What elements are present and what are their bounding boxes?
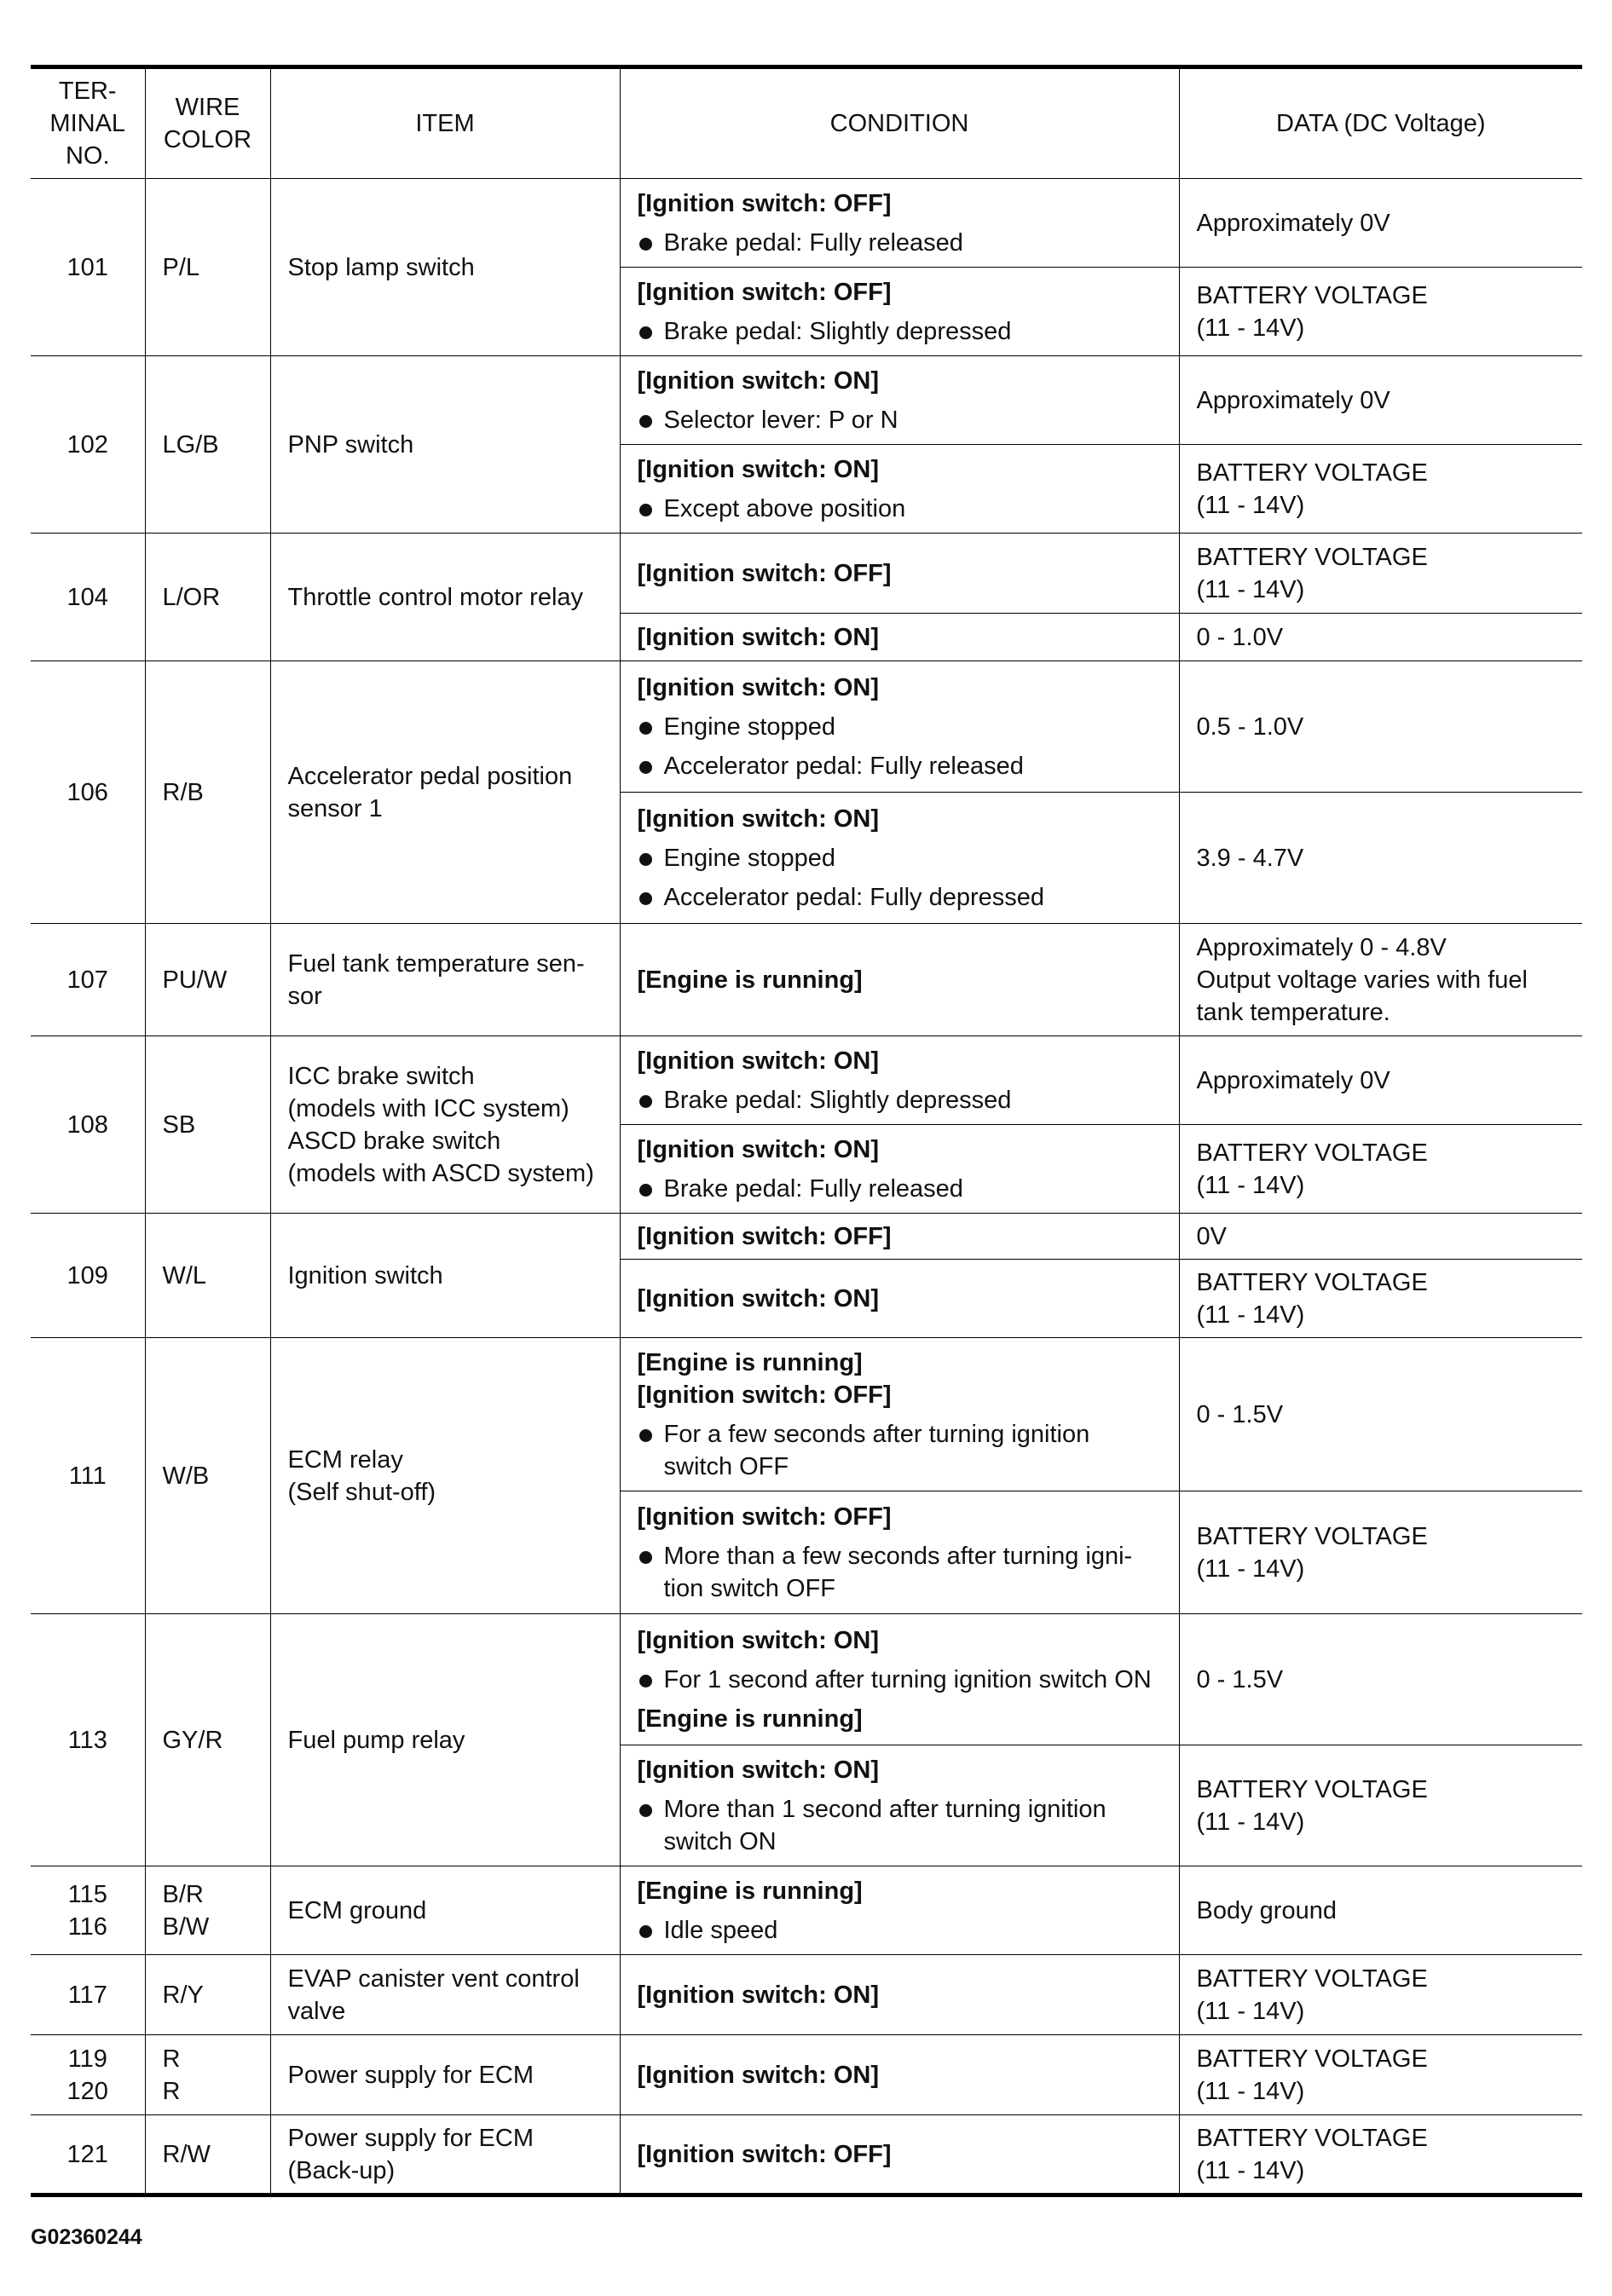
wire-color-cell [145,661,270,924]
item-name: Fuel pump relay [287,1726,465,1754]
table-row [31,534,1582,614]
table-row [31,179,1582,268]
data-voltage-cell [1179,2115,1582,2195]
condition-header: [Ignition switch: ON] [637,1284,880,1312]
condition-bullet-text: Accelerator pedal: Fully released [663,752,1024,780]
condition-bullet-text: Engine stopped [663,712,836,741]
wire-color-cell [145,1036,270,1214]
condition-cell [620,1338,1179,1491]
wire-color-cell [145,1338,270,1614]
wire-color: P/L [162,253,200,281]
wire-color: R R [162,2045,181,2105]
terminal-number: 102 [66,430,108,459]
terminal-number-cell [31,356,145,534]
item-name: Accelerator pedal position sensor 1 [287,762,573,822]
condition-bullet-text: More than 1 second after turning ignition switch ON [663,1795,1106,1855]
condition-header: [Ignition switch: ON] [637,805,880,833]
table-row [31,1866,1582,1955]
condition-cell [620,1260,1179,1338]
bullet-dot-icon [639,1675,652,1687]
terminal-number-cell [31,661,145,924]
bullet-dot-icon [639,722,652,735]
condition-header: [Ignition switch: ON] [637,623,880,651]
terminal-number-cell [31,2115,145,2195]
condition-bullet-text: Brake pedal: Slightly depressed [663,1086,1012,1114]
terminal-number-cell [31,1036,145,1214]
terminal-number: 107 [66,966,108,994]
table-header-row [31,67,1582,179]
terminal-number-cell [31,1338,145,1614]
data-voltage: BATTERY VOLTAGE (11 - 14V) [1196,1139,1428,1199]
data-voltage-cell [1179,1214,1582,1260]
condition-bullet-text: Brake pedal: Fully released [663,1174,963,1203]
item-name: ECM relay (Self shut-off) [287,1445,436,1506]
header-data: DATA (DC Voltage) [1179,67,1582,179]
data-voltage: 0 - 1.5V [1196,1665,1284,1693]
bullet-dot-icon [639,1429,652,1442]
condition-cell [620,534,1179,614]
condition-bullet [638,1173,1167,1205]
condition-header: [Ignition switch: OFF] [637,1381,892,1409]
condition-bullet [638,1084,1167,1116]
condition-bullet [638,750,1167,782]
condition-bullet [638,404,1167,436]
item-cell [270,1036,620,1214]
condition-header: [Engine is running] [637,966,863,994]
terminal-number: 121 [66,2140,108,2168]
table-row [31,1338,1582,1491]
bullet-dot-icon [639,415,652,428]
data-voltage: BATTERY VOLTAGE (11 - 14V) [1196,543,1428,603]
data-voltage-cell [1179,924,1582,1036]
terminal-number: 106 [66,778,108,806]
data-voltage: BATTERY VOLTAGE (11 - 14V) [1196,2045,1428,2105]
terminal-number: 101 [66,253,108,281]
bullet-dot-icon [639,1551,652,1564]
item-name: ECM ground [287,1896,427,1924]
condition-bullet-text: More than a few seconds after turning igni- tion switch OFF [663,1542,1133,1602]
item-name: Power supply for ECM [287,2061,534,2089]
data-voltage-cell [1179,1125,1582,1214]
condition-bullet-text: For a few seconds after turning ignition switch OFF [663,1420,1090,1480]
terminal-number-cell [31,1214,145,1338]
bullet-dot-icon [639,326,652,339]
condition-cell [620,661,1179,793]
condition-header: [Ignition switch: OFF] [637,1222,892,1250]
table-row [31,1614,1582,1745]
data-voltage: 0 - 1.0V [1196,623,1284,651]
wire-color-cell [145,1866,270,1955]
condition-bullet [638,1540,1167,1605]
wire-color-cell [145,1614,270,1866]
condition-header: [Ignition switch: ON] [637,1981,880,2009]
item-cell [270,661,620,924]
table-row [31,661,1582,793]
item-cell [270,924,620,1036]
data-voltage: BATTERY VOLTAGE (11 - 14V) [1196,459,1428,519]
data-voltage-cell [1179,1260,1582,1338]
wire-color-cell [145,356,270,534]
data-voltage: BATTERY VOLTAGE (11 - 14V) [1196,1775,1428,1836]
item-name: Fuel tank temperature sen- sor [287,949,585,1010]
condition-cell [620,1614,1179,1745]
bullet-dot-icon [639,892,652,905]
bullet-dot-icon [639,504,652,516]
condition-bullet-text: For 1 second after turning ignition switch ON [663,1665,1152,1693]
condition-bullet [638,881,1167,914]
table-row [31,1955,1582,2035]
data-voltage: Approximately 0V [1196,209,1390,237]
condition-bullet [638,1418,1167,1483]
data-voltage: 0 - 1.5V [1196,1400,1284,1428]
data-voltage-cell [1179,661,1582,793]
condition-cell [620,1214,1179,1260]
condition-cell [620,268,1179,356]
item-name: Throttle control motor relay [287,583,584,611]
data-voltage-cell [1179,179,1582,268]
terminal-number: 108 [66,1111,108,1139]
wire-color-cell [145,924,270,1036]
header-wire-color: WIRE COLOR [145,67,270,179]
wire-color: R/Y [162,1981,204,2009]
bullet-dot-icon [639,1095,652,1108]
condition-cell [620,1036,1179,1125]
condition-bullet [638,1793,1167,1858]
terminal-number: 119 120 [66,2045,108,2105]
data-voltage-cell [1179,268,1582,356]
terminal-number: 111 [68,1462,107,1490]
condition-cell [620,614,1179,661]
condition-bullet [638,1664,1167,1696]
table-row [31,2115,1582,2195]
data-voltage-cell [1179,1491,1582,1614]
condition-cell [620,445,1179,534]
table-row [31,2035,1582,2115]
condition-cell [620,356,1179,445]
terminal-number: 104 [66,583,108,611]
wire-color: GY/R [162,1726,223,1754]
item-cell [270,1214,620,1338]
terminal-number-cell [31,1614,145,1866]
terminal-number: 115 116 [67,1880,107,1941]
condition-header: [Ignition switch: ON] [637,1626,880,1654]
condition-cell [620,2115,1179,2195]
condition-cell [620,1745,1179,1866]
bullet-dot-icon [639,1925,652,1938]
header-item: ITEM [270,67,620,179]
data-voltage-cell [1179,1745,1582,1866]
item-cell [270,2115,620,2195]
condition-header: [Ignition switch: ON] [637,1756,880,1784]
item-cell [270,356,620,534]
condition-bullet-text: Except above position [663,494,906,522]
condition-header: [Ignition switch: ON] [637,1135,880,1163]
condition-bullet [638,711,1167,743]
condition-header: [Ignition switch: OFF] [637,189,892,217]
wire-color: R/W [162,2140,211,2168]
condition-bullet [638,227,1167,259]
data-voltage-cell [1179,1036,1582,1125]
wire-color-cell [145,2115,270,2195]
data-voltage-cell [1179,2035,1582,2115]
condition-footer: [Engine is running] [637,1705,863,1733]
data-voltage: BATTERY VOLTAGE (11 - 14V) [1196,2124,1428,2184]
data-voltage: BATTERY VOLTAGE (11 - 14V) [1196,1268,1428,1329]
condition-bullet [638,1914,1167,1947]
condition-cell [620,1955,1179,2035]
data-voltage-cell [1179,1866,1582,1955]
data-voltage: BATTERY VOLTAGE (11 - 14V) [1196,1964,1428,2025]
table-row [31,1036,1582,1125]
condition-header: [Ignition switch: ON] [637,673,880,701]
condition-bullet-text: Brake pedal: Slightly depressed [663,317,1012,345]
condition-cell [620,2035,1179,2115]
ecm-terminal-table-sheet [31,65,1582,2197]
item-name: Ignition switch [287,1261,443,1289]
terminal-number-cell [31,924,145,1036]
wire-color: SB [162,1111,196,1139]
data-voltage-cell [1179,356,1582,445]
condition-header: [Ignition switch: ON] [637,1047,880,1075]
data-voltage-cell [1179,614,1582,661]
condition-header: [Ignition switch: ON] [637,2061,880,2089]
data-voltage: Approximately 0V [1196,1066,1390,1094]
figure-code: G02360244 [31,2225,142,2249]
item-name: EVAP canister vent control valve [287,1964,580,2025]
terminal-number-cell [31,1955,145,2035]
wire-color: LG/B [162,430,219,459]
data-voltage: 0.5 - 1.0V [1196,712,1304,741]
condition-header: [Ignition switch: OFF] [637,278,892,306]
ecm-terminal-table [31,65,1582,2197]
condition-bullet [638,315,1167,348]
data-voltage-cell [1179,534,1582,614]
item-name: PNP switch [287,430,414,459]
table-row [31,924,1582,1036]
condition-cell [620,1866,1179,1955]
condition-cell [620,793,1179,924]
header-terminal-no: TER- MINAL NO. [31,67,145,179]
condition-header: [Engine is running] [637,1877,863,1905]
wire-color-cell [145,2035,270,2115]
condition-bullet-text: Idle speed [663,1916,778,1944]
item-cell [270,1866,620,1955]
condition-header: [Ignition switch: OFF] [637,1503,892,1531]
wire-color: W/B [162,1462,210,1490]
data-voltage: BATTERY VOLTAGE (11 - 14V) [1196,1522,1428,1583]
condition-header: [Ignition switch: OFF] [637,559,892,587]
item-cell [270,1338,620,1614]
condition-bullet [638,842,1167,874]
terminal-number-cell [31,2035,145,2115]
terminal-number-cell [31,1866,145,1955]
wire-color: R/B [162,778,204,806]
condition-cell [620,179,1179,268]
wire-color-cell [145,1955,270,2035]
table-row [31,1214,1582,1260]
condition-cell [620,1125,1179,1214]
data-voltage: BATTERY VOLTAGE (11 - 14V) [1196,281,1428,342]
item-cell [270,1955,620,2035]
data-voltage-cell [1179,445,1582,534]
wire-color-cell [145,179,270,356]
bullet-dot-icon [639,853,652,866]
header-condition: CONDITION [620,67,1179,179]
condition-bullet-text: Accelerator pedal: Fully depressed [663,883,1045,911]
bullet-dot-icon [639,1184,652,1197]
bullet-dot-icon [639,761,652,774]
terminal-number: 117 [67,1981,107,2009]
data-voltage: Body ground [1196,1896,1337,1924]
table-row [31,356,1582,445]
wire-color-cell [145,534,270,661]
data-voltage-cell [1179,1955,1582,2035]
wire-color: W/L [162,1261,207,1289]
condition-header: [Ignition switch: ON] [637,455,880,483]
item-cell [270,179,620,356]
table-body [31,179,1582,2195]
data-voltage: Approximately 0 - 4.8V Output voltage varies with fuel tank temperature. [1196,933,1528,1026]
item-cell [270,2035,620,2115]
condition-bullet [638,493,1167,525]
terminal-number: 109 [66,1261,108,1289]
data-voltage-cell [1179,793,1582,924]
data-voltage-cell [1179,1338,1582,1491]
condition-cell [620,1491,1179,1614]
bullet-dot-icon [639,1804,652,1817]
wire-color: B/R B/W [162,1880,210,1941]
wire-color: L/OR [162,583,221,611]
condition-header: [Ignition switch: ON] [637,366,880,395]
bullet-dot-icon [639,238,652,251]
condition-bullet-text: Brake pedal: Fully released [663,228,963,257]
condition-header: [Engine is running] [637,1348,863,1376]
condition-bullet-text: Engine stopped [663,844,836,872]
terminal-number-cell [31,534,145,661]
data-voltage: Approximately 0V [1196,386,1390,414]
condition-bullet-text: Selector lever: P or N [663,406,898,434]
condition-cell [620,924,1179,1036]
wire-color-cell [145,1214,270,1338]
item-cell [270,1614,620,1866]
item-cell [270,534,620,661]
item-name: ICC brake switch (models with ICC system) ASCD brake switch (models with ASCD system) [287,1062,594,1187]
terminal-number: 113 [67,1726,107,1754]
terminal-number-cell [31,179,145,356]
item-name: Power supply for ECM (Back-up) [287,2124,534,2184]
wire-color: PU/W [162,966,228,994]
data-voltage-cell [1179,1614,1582,1745]
item-name: Stop lamp switch [287,253,475,281]
data-voltage: 0V [1196,1222,1227,1250]
data-voltage: 3.9 - 4.7V [1196,844,1304,872]
condition-header: [Ignition switch: OFF] [637,2140,892,2168]
